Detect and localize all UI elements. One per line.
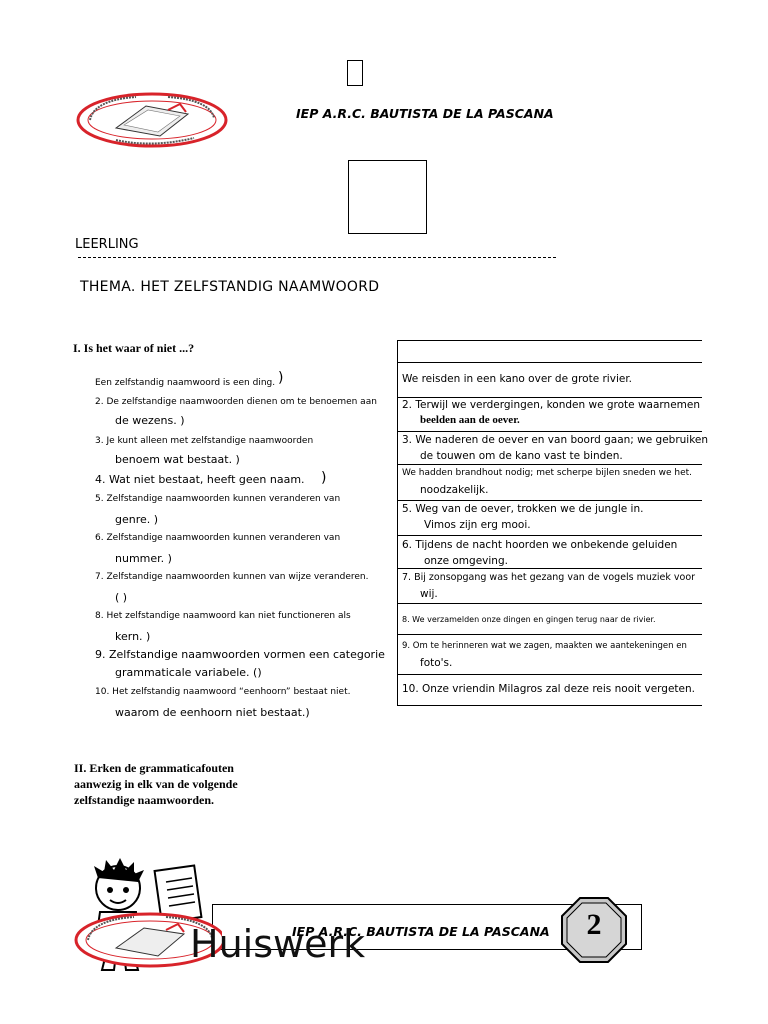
table-row-1: We reisden in een kano over de grote rivier. — [402, 373, 633, 385]
school-title: IEP A.R.C. BAUTISTA DE LA PASCANA — [296, 106, 554, 121]
statement-1-paren: ) — [278, 370, 284, 386]
theme-heading: THEMA. HET ZELFSTANDIG NAAMWOORD — [80, 279, 380, 295]
section-2-title: II. Erken de grammaticafouten aanwezig in elk van de volgende zelfstandige naamwoorden. — [74, 761, 238, 807]
school-logo — [76, 92, 228, 148]
statement-1: Een zelfstandig naamwoord is een ding. — [95, 378, 276, 388]
photo-box — [348, 160, 427, 234]
table-left-border — [397, 340, 398, 705]
table-line — [397, 464, 702, 465]
table-line — [397, 500, 702, 501]
table-line — [397, 431, 702, 432]
table-row-4: We hadden brandhout nodig; met scherpe bijlen sneden we het. noodzakelijk. — [402, 468, 693, 496]
name-line — [78, 257, 556, 258]
table-row-9: 9. Om te herinneren wat we zagen, maakten we aantekeningen en foto's. — [402, 641, 687, 669]
student-label: LEERLING — [75, 237, 139, 252]
homework-label: Huiswerk — [190, 922, 366, 966]
table-row-2: 2. Terwijl we verdergingen, konden we grote waarnemen beelden aan de oever. — [402, 399, 701, 426]
page-number-badge — [560, 896, 628, 964]
table-line — [397, 535, 702, 536]
statement-6: 6. Zelfstandige naamwoorden kunnen veranderen van nummer. ) — [95, 533, 341, 565]
missing-glyph-icon — [347, 60, 363, 86]
statement-3: 3. Je kunt alleen met zelfstandige naamwoorden benoem wat bestaat. ) — [95, 436, 314, 466]
statement-7: 7. Zelfstandige naamwoorden kunnen van wijze veranderen. ( ) — [95, 572, 369, 604]
table-row-10: 10. Onze vriendin Milagros zal deze reis nooit vergeten. — [402, 683, 695, 695]
table-row-8: 8. We verzamelden onze dingen en gingen terug naar de rivier. — [402, 615, 656, 624]
table-line — [397, 340, 702, 341]
table-line — [397, 397, 702, 398]
table-row-6: 6. Tijdens de nacht hoorden we onbekende geluiden onze omgeving. — [402, 539, 678, 567]
section-1-title: I. Is het waar of niet ...? — [73, 341, 195, 355]
table-row-7: 7. Bij zonsopgang was het gezang van de vogels muziek voor wij. — [402, 572, 696, 600]
statement-4-paren: ) — [321, 470, 327, 486]
statement-8: 8. Het zelfstandige naamwoord kan niet functioneren als kern. ) — [95, 611, 351, 643]
table-row-3: 3. We naderen de oever en van boord gaan; we gebruiken de touwen om de kano vast te binden. — [402, 434, 709, 462]
statement-2: 2. De zelfstandige naamwoorden dienen om te benoemen aan de wezens. ) — [95, 397, 377, 427]
table-line — [397, 568, 702, 569]
table-line — [397, 705, 702, 706]
statement-10: 10. Het zelfstandig naamwoord “eenhoorn” bestaat niet. waarom de eenhoorn niet bestaat.) — [95, 687, 351, 719]
statement-5: 5. Zelfstandige naamwoorden kunnen veranderen van genre. ) — [95, 494, 341, 526]
footer-school-title: IEP A.R.C. BAUTISTA DE LA PASCANA — [292, 924, 550, 939]
table-line — [397, 634, 702, 635]
table-row-5: 5. Weg van de oever, trokken we de jungle in. Vimos zijn erg mooi. — [402, 503, 644, 531]
statement-4: 4. Wat niet bestaat, heeft geen naam. — [95, 473, 305, 486]
page-number: 2 — [586, 908, 602, 941]
table-line — [397, 603, 702, 604]
table-line — [397, 362, 702, 363]
table-line — [397, 674, 702, 675]
statement-9: 9. Zelfstandige naamwoorden vormen een categorie grammaticale variabele. () — [95, 648, 385, 679]
